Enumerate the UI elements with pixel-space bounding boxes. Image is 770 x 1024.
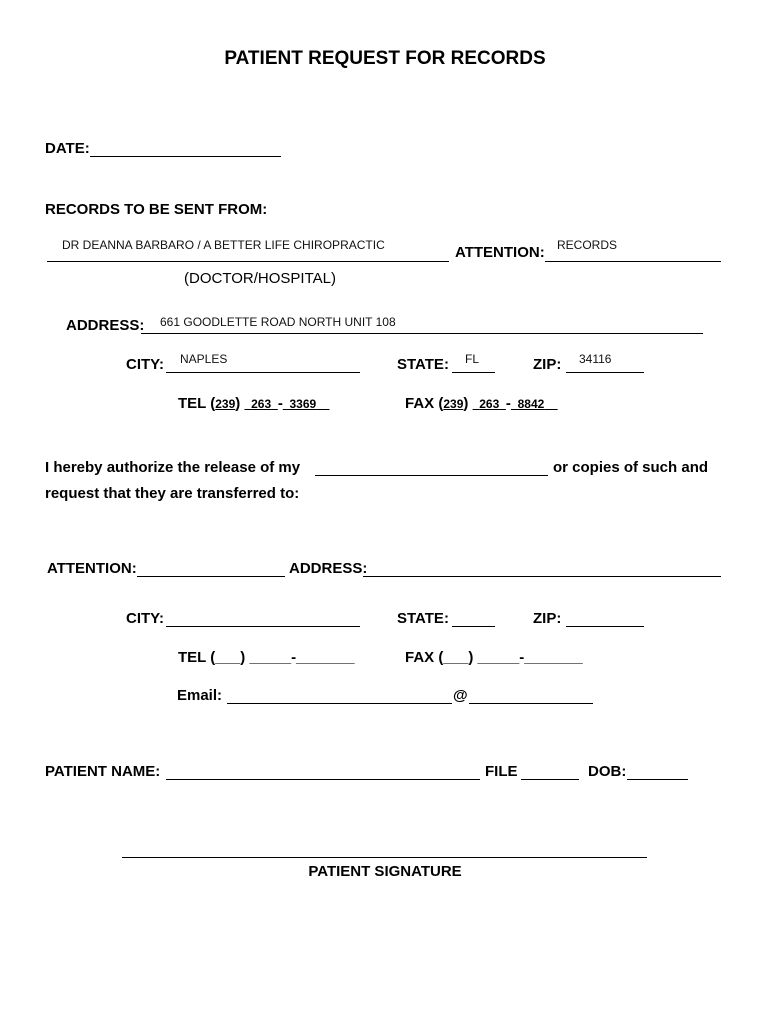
file-label: FILE (485, 763, 518, 780)
to-tel-line-field[interactable]: _______ (296, 649, 355, 666)
to-zip-field[interactable] (566, 626, 644, 627)
to-tel-label: TEL (___) _____-_______ (178, 649, 355, 666)
tel-prefix-value[interactable]: 263 (251, 397, 272, 411)
zip-field[interactable] (566, 372, 644, 373)
dob-label: DOB: (588, 763, 627, 780)
authorization-line2: request that they are transferred to: (45, 485, 300, 502)
page-title: PATIENT REQUEST FOR RECORDS (224, 48, 546, 69)
doctor-hospital-caption: (DOCTOR/HOSPITAL) (184, 270, 336, 287)
city-field[interactable] (166, 372, 360, 373)
to-fax-area-field[interactable]: ___ (443, 649, 469, 666)
to-fax-label: FAX (___) _____-_______ (405, 649, 583, 666)
doctor-hospital-value: DR DEANNA BARBARO / A BETTER LIFE CHIROPRACTIC (62, 238, 385, 252)
patient-name-field[interactable] (166, 779, 480, 780)
state-value: FL (465, 352, 480, 366)
zip-value: 34116 (579, 352, 612, 366)
state-label: STATE: (397, 356, 449, 373)
to-city-field[interactable] (166, 626, 360, 627)
to-tel-area-field[interactable]: ___ (215, 649, 241, 666)
patient-name-label: PATIENT NAME: (45, 763, 161, 780)
to-city-label: CITY: (126, 610, 165, 627)
fax-prefix-value[interactable]: 263 (479, 397, 500, 411)
to-email-domain-field[interactable] (469, 703, 593, 704)
fax-line-value[interactable]: 8842 (517, 397, 545, 411)
date-field[interactable] (90, 156, 281, 157)
to-address-label: ADDRESS: (289, 560, 368, 577)
signature-label: PATIENT SIGNATURE (308, 863, 462, 880)
city-label: CITY: (126, 356, 165, 373)
sent-from-heading: RECORDS TO BE SENT FROM: (45, 201, 268, 218)
tel-label: TEL (239) 263 - 3369 (178, 395, 330, 412)
zip-label: ZIP: (533, 356, 562, 373)
dob-field[interactable] (627, 779, 688, 780)
address-label: ADDRESS: (66, 317, 145, 334)
to-tel-prefix-field[interactable]: _____ (249, 649, 292, 666)
city-value: NAPLES (180, 352, 228, 366)
to-attention-label: ATTENTION: (47, 560, 137, 577)
to-address-field[interactable] (363, 576, 721, 577)
fax-label: FAX (239) 263 - 8842 (405, 395, 558, 412)
fax-area-value[interactable]: 239 (443, 397, 464, 411)
date-label: DATE: (45, 140, 90, 157)
to-email-at: @ (453, 687, 468, 704)
tel-line-value[interactable]: 3369 (289, 397, 317, 411)
to-state-field[interactable] (452, 626, 495, 627)
attention-field[interactable] (545, 261, 721, 262)
to-fax-line-field[interactable]: _______ (524, 649, 583, 666)
to-attention-field[interactable] (137, 576, 285, 577)
file-field[interactable] (521, 779, 579, 780)
to-email-user-field[interactable] (227, 703, 452, 704)
attention-label: ATTENTION: (455, 244, 545, 261)
address-value: 661 GOODLETTE ROAD NORTH UNIT 108 (160, 315, 396, 329)
state-field[interactable] (452, 372, 495, 373)
to-state-label: STATE: (397, 610, 449, 627)
attention-value: RECORDS (557, 238, 618, 252)
records-type-field[interactable] (315, 475, 548, 476)
signature-field[interactable] (122, 857, 647, 858)
doctor-hospital-field[interactable] (47, 261, 449, 262)
to-zip-label: ZIP: (533, 610, 562, 627)
to-email-label: Email: (177, 687, 223, 704)
to-fax-prefix-field[interactable]: _____ (477, 649, 520, 666)
address-field[interactable] (141, 333, 703, 334)
authorization-line1-end: or copies of such and (553, 459, 709, 476)
authorization-line1-start: I hereby authorize the release of my (45, 459, 301, 476)
tel-area-value[interactable]: 239 (215, 397, 236, 411)
